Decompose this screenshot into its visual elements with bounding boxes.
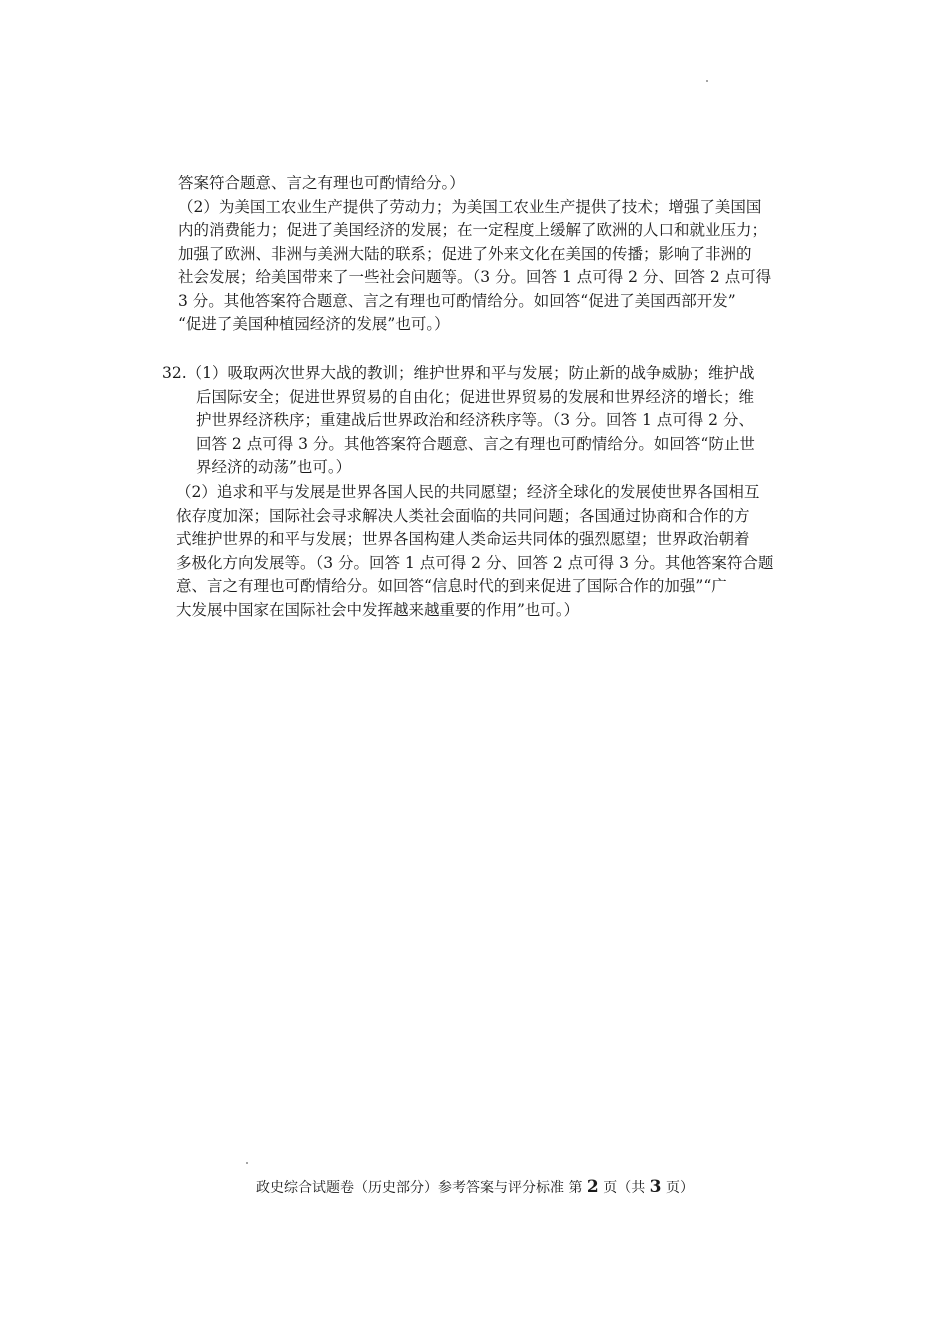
- page-footer: [0, 1177, 950, 1197]
- text-line: 依存度加深；国际社会寻求解决人类社会面临的共同问题；各国通过协商和合作的方: [176, 506, 750, 525]
- text-line: 多极化方向发展等。（3 分。回答 1 点可得 2 分、回答 2 点可得 3 分。其他答案符合题: [176, 553, 774, 572]
- text-line: 内的消费能力；促进了美国经济的发展；在一定程度上缓解了欧洲的人口和就业压力；: [178, 221, 768, 239]
- text-line: 回答 2 点可得 3 分。其他答案符合题意、言之有理也可酌情给分。如回答“防止世: [196, 434, 755, 453]
- text-line: 意、言之有理也可酌情给分。如回答“信息时代的到来促进了国际合作的加强”“广: [176, 577, 727, 595]
- text-line: 加强了欧洲、非洲与美洲大陆的联系；促进了外来文化在美国的传播；影响了非洲的: [178, 244, 752, 263]
- text-line: 大发展中国家在国际社会中发挥越来越重要的作用”也可。）: [176, 600, 580, 619]
- text-line: 后国际安全；促进世界贸易的自由化；促进世界贸易的发展和世界经济的增长；维: [196, 387, 755, 406]
- q31-part2-answer: [178, 172, 771, 337]
- decorative-dot: [706, 80, 708, 82]
- text-line: 式维护世界的和平与发展；世界各国构建人类命运共同体的强烈愿望；世界政治朝着: [176, 530, 750, 548]
- text-line: 3 分。其他答案符合题意、言之有理也可酌情给分。如回答“促进了美国西部开发”: [178, 291, 736, 310]
- footer-suffix: 页）: [665, 1180, 694, 1196]
- text-line: （2）追求和平与发展是世界各国人民的共同愿望；经济全球化的发展使世界各国相互: [176, 483, 760, 501]
- q32-part2-answer: [176, 481, 773, 622]
- text-line: 护世界经济秩序；重建战后世界政治和经济秩序等。（3 分。回答 1 点可得 2 分、: [196, 411, 754, 429]
- text-line: 界经济的动荡”也可。）: [196, 458, 352, 476]
- text-line: （2）为美国工农业生产提供了劳动力；为美国工农业生产提供了技术；增强了美国国: [178, 197, 762, 216]
- q32-part1-answer: [162, 362, 755, 480]
- footer-middle: 页（共: [603, 1180, 646, 1196]
- page-total: 3: [649, 1177, 662, 1197]
- footer-title: 政史综合试题卷（历史部分）参考答案与评分标准 第: [256, 1180, 583, 1196]
- text-line: 32.（1）吸取两次世界大战的教训；维护世界和平与发展；防止新的战争威胁；维护战: [162, 364, 755, 382]
- text-line: “促进了美国种植园经济的发展”也可。）: [178, 315, 450, 333]
- text-line: 社会发展；给美国带来了一些社会问题等。（3 分。回答 1 点可得 2 分、回答 2 点可得: [178, 268, 772, 286]
- page-number: 2: [586, 1177, 599, 1197]
- decorative-dot: [246, 1162, 248, 1164]
- text-line: 答案符合题意、言之有理也可酌情给分。）: [178, 174, 465, 192]
